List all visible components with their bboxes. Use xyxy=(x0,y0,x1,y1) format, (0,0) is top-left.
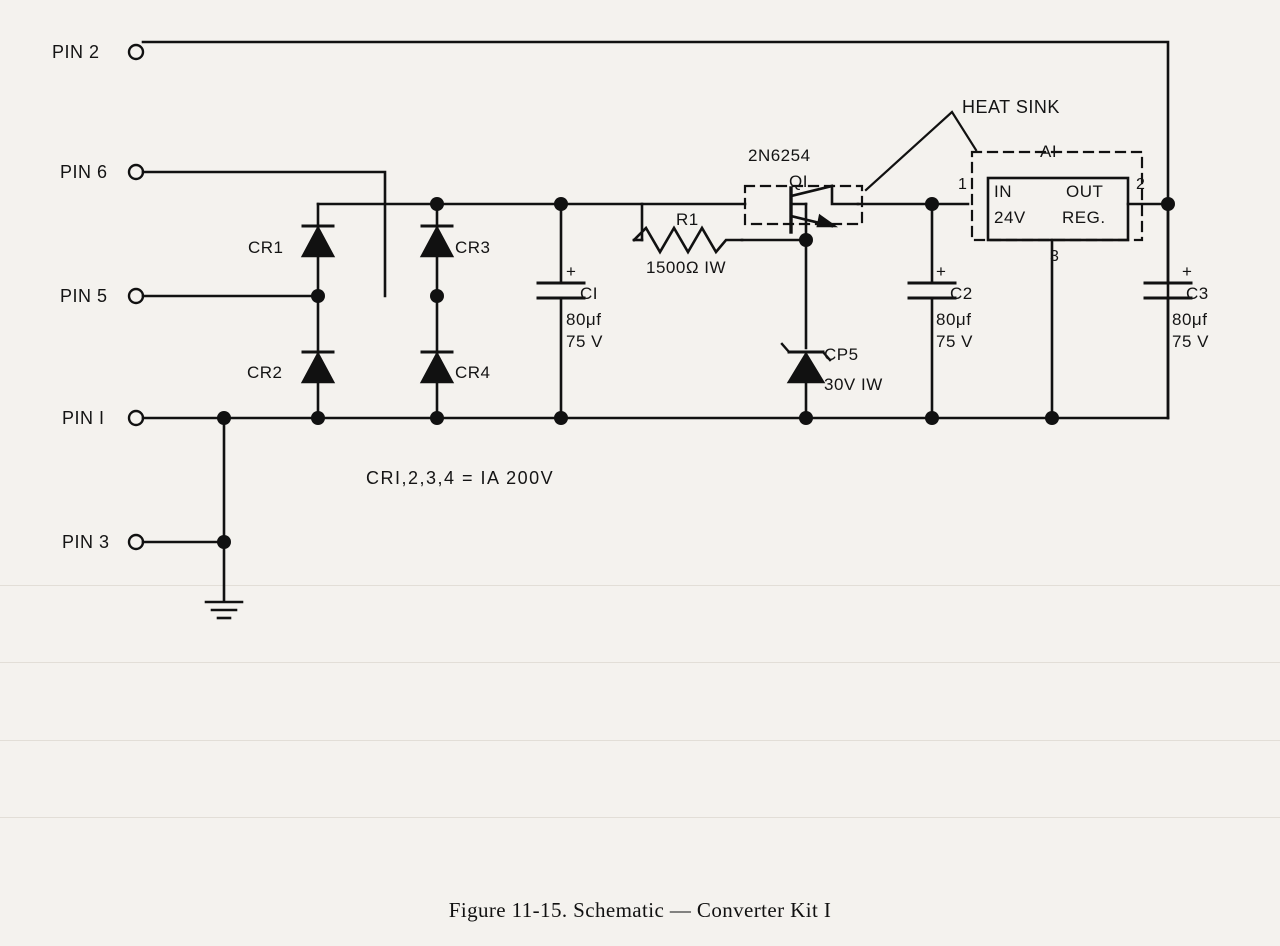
c1-label: CI xyxy=(580,284,598,303)
c1-rating: 75 V xyxy=(566,332,603,351)
c2-value: 80μf xyxy=(936,310,972,329)
pin-1-label: PIN I xyxy=(62,408,105,428)
a1-kind: REG. xyxy=(1062,208,1106,227)
c3-polarity: + xyxy=(1182,262,1193,281)
c3-value: 80μf xyxy=(1172,310,1208,329)
cr2-label: CR2 xyxy=(247,363,283,382)
cp5-value: 30V IW xyxy=(824,375,883,394)
c2-label: C2 xyxy=(950,284,973,303)
heat-sink-label: HEAT SINK xyxy=(962,97,1060,117)
c2-rating: 75 V xyxy=(936,332,973,351)
cp5-label: CP5 xyxy=(824,345,859,364)
pin-2-label: PIN 2 xyxy=(52,42,100,62)
c3-rating: 75 V xyxy=(1172,332,1209,351)
pin-5-label: PIN 5 xyxy=(60,286,108,306)
r1-label: R1 xyxy=(676,210,699,229)
a1-value: 24V xyxy=(994,208,1026,227)
a1-in-label: IN xyxy=(994,182,1012,201)
q1-label: QI xyxy=(789,172,808,191)
a1-out-label: OUT xyxy=(1066,182,1104,201)
cr1-label: CR1 xyxy=(248,238,284,257)
q1-type: 2N6254 xyxy=(748,146,811,165)
c2-polarity: + xyxy=(936,262,947,281)
c1-polarity: + xyxy=(566,262,577,281)
c1-value: 80μf xyxy=(566,310,602,329)
r1-value: 1500Ω IW xyxy=(646,258,727,277)
diode-note: CRI,2,3,4 = IA 200V xyxy=(366,468,555,488)
a1-pin2-number: 2 xyxy=(1136,176,1146,193)
cr4-label: CR4 xyxy=(455,363,491,382)
pin-6-label: PIN 6 xyxy=(60,162,108,182)
a1-pin1-number: 1 xyxy=(958,176,968,193)
a1-pin3-number: 3 xyxy=(1050,248,1060,265)
cr3-label: CR3 xyxy=(455,238,491,257)
pin-3-label: PIN 3 xyxy=(62,532,110,552)
a1-label: AI xyxy=(1040,142,1058,161)
c3-label: C3 xyxy=(1186,284,1209,303)
figure-caption: Figure 11-15. Schematic — Converter Kit I xyxy=(448,898,832,922)
